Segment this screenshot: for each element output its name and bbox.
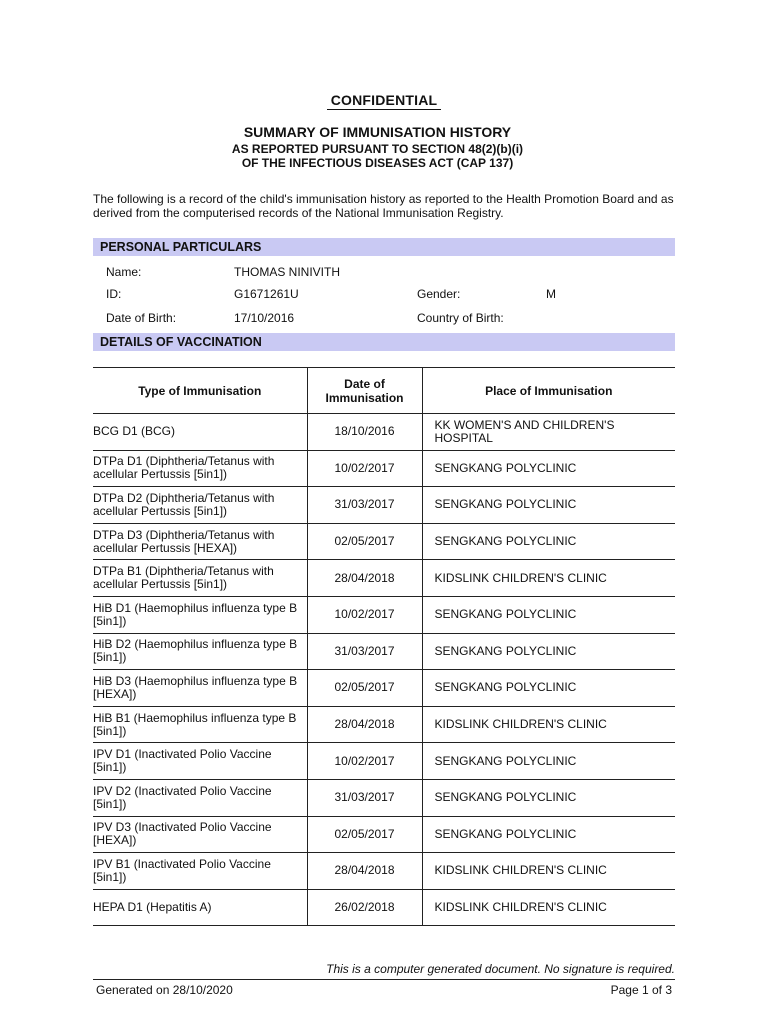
row-date: 02/05/2017 [307,816,422,853]
row-place: KIDSLINK CHILDREN'S CLINIC [422,706,675,743]
personal-particulars-heading: PERSONAL PARTICULARS [93,238,675,256]
header-date: Date of Immunisation [307,368,422,414]
row-place: KIDSLINK CHILDREN'S CLINIC [422,560,675,597]
intro-paragraph: The following is a record of the child's immunisation history as reported to the Health Promotion Board and as derived from the computerised records of the National Immunisation Registry. [93,192,674,220]
footer-divider [93,979,675,980]
confidential-heading [0,92,768,108]
row-type: IPV D2 (Inactivated Polio Vaccine [5in1]) [93,779,307,816]
row-date: 02/05/2017 [307,670,422,707]
row-type: IPV D3 (Inactivated Polio Vaccine [HEXA]) [93,816,307,853]
header-place: Place of Immunisation [422,368,675,414]
row-type: DTPa D2 (Diphtheria/Tetanus with acellular Pertussis [5in1]) [93,487,307,524]
row-date: 10/02/2017 [307,743,422,780]
table-row [93,414,675,451]
table-row [93,487,675,524]
row-date: 18/10/2016 [307,414,422,451]
row-type: BCG D1 (BCG) [93,414,307,451]
document-subtitle-1: AS REPORTED PURSUANT TO SECTION 48(2)(b)(i) [231,142,524,156]
table-row [93,853,675,890]
document-subtitle-2: OF THE INFECTIOUS DISEASES ACT (CAP 137) [241,156,514,170]
row-place: SENGKANG POLYCLINIC [422,487,675,524]
table-row [93,596,675,633]
row-date: 28/04/2018 [307,706,422,743]
row-date: 10/02/2017 [307,596,422,633]
table-row [93,450,675,487]
table-row [93,633,675,670]
table-row [93,889,675,926]
row-date: 28/04/2018 [307,853,422,890]
row-type: IPV D1 (Inactivated Polio Vaccine [5in1]) [93,743,307,780]
vaccination-table [93,367,675,926]
table-row [93,560,675,597]
row-type: HiB B1 (Haemophilus influenza type B [5in1]) [93,706,307,743]
row-date: 10/02/2017 [307,450,422,487]
dob-value: 17/10/2016 [234,311,295,325]
vaccination-details-heading: DETAILS OF VACCINATION [93,333,675,351]
table-row [93,523,675,560]
row-place: SENGKANG POLYCLINIC [422,523,675,560]
row-place: KIDSLINK CHILDREN'S CLINIC [422,853,675,890]
row-place: SENGKANG POLYCLINIC [422,633,675,670]
id-value: G1671261U [234,287,299,301]
row-place: SENGKANG POLYCLINIC [422,743,675,780]
gender-label: Gender: [417,287,461,301]
confidential-text: CONFIDENTIAL [327,92,442,110]
header-type: Type of Immunisation [93,368,307,414]
document-title: SUMMARY OF IMMUNISATION HISTORY [243,124,512,140]
dob-label: Date of Birth: [106,311,177,325]
row-date: 31/03/2017 [307,633,422,670]
table-row [93,779,675,816]
row-place: KK WOMEN'S AND CHILDREN'S HOSPITAL [422,414,675,451]
row-place: SENGKANG POLYCLINIC [422,670,675,707]
row-type: HiB D2 (Haemophilus influenza type B [5in1]) [93,633,307,670]
row-place: SENGKANG POLYCLINIC [422,816,675,853]
name-label: Name: [106,265,142,279]
table-row [93,670,675,707]
table-row [93,706,675,743]
country-of-birth-label: Country of Birth: [417,311,504,325]
table-row [93,743,675,780]
row-type: HiB D3 (Haemophilus influenza type B [HEXA]) [93,670,307,707]
row-place: SENGKANG POLYCLINIC [422,779,675,816]
page-number: Page 1 of 3 [610,983,672,997]
row-place: SENGKANG POLYCLINIC [422,450,675,487]
name-value: THOMAS NINIVITH [234,265,341,279]
table-header-row [93,368,675,414]
gender-value: M [546,287,556,301]
computer-generated-note: This is a computer generated document. No signature is required. [326,962,675,976]
row-date: 31/03/2017 [307,779,422,816]
row-type: DTPa B1 (Diphtheria/Tetanus with acellular Pertussis [5in1]) [93,560,307,597]
row-date: 28/04/2018 [307,560,422,597]
id-label: ID: [106,287,122,301]
table-row [93,816,675,853]
row-type: DTPa D1 (Diphtheria/Tetanus with acellular Pertussis [5in1]) [93,450,307,487]
row-date: 31/03/2017 [307,487,422,524]
row-type: HiB D1 (Haemophilus influenza type B [5in1]) [93,596,307,633]
row-date: 26/02/2018 [307,889,422,926]
row-date: 02/05/2017 [307,523,422,560]
row-type: HEPA D1 (Hepatitis A) [93,889,307,926]
generated-date: Generated on 28/10/2020 [96,983,233,997]
row-type: IPV B1 (Inactivated Polio Vaccine [5in1]) [93,853,307,890]
row-place: SENGKANG POLYCLINIC [422,596,675,633]
row-type: DTPa D3 (Diphtheria/Tetanus with acellular Pertussis [HEXA]) [93,523,307,560]
row-place: KIDSLINK CHILDREN'S CLINIC [422,889,675,926]
